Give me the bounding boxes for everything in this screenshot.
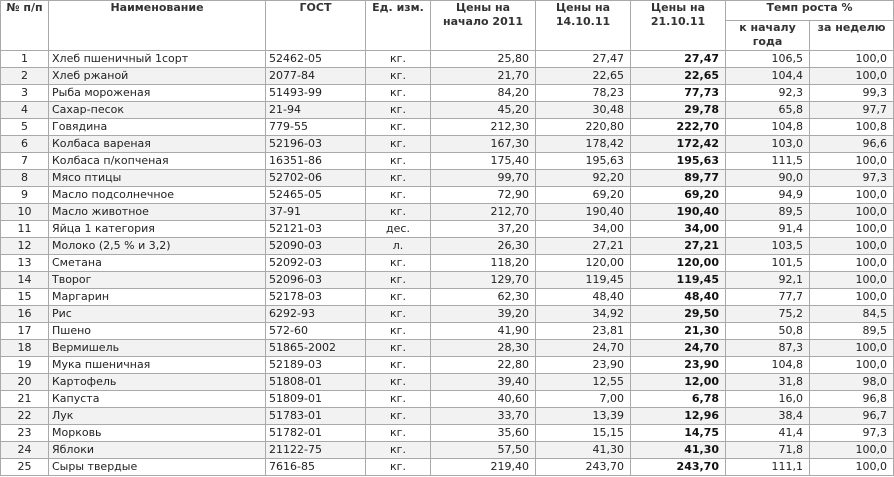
cell-unit: кг. (366, 340, 431, 357)
cell-num: 4 (1, 102, 49, 119)
cell-unit: кг. (366, 255, 431, 272)
cell-gost: 52096-03 (266, 272, 366, 289)
cell-price-2110: 195,63 (631, 153, 726, 170)
table-row (1, 51, 894, 68)
table-row (1, 459, 894, 476)
cell-num: 10 (1, 204, 49, 221)
cell-num: 24 (1, 442, 49, 459)
cell-name: Хлеб ржаной (49, 68, 266, 85)
cell-growth-week: 100,0 (810, 289, 894, 306)
cell-unit: кг. (366, 272, 431, 289)
cell-num: 25 (1, 459, 49, 476)
cell-gost: 2077-84 (266, 68, 366, 85)
cell-growth-week: 100,0 (810, 255, 894, 272)
cell-num: 19 (1, 357, 49, 374)
cell-price-2011: 118,20 (431, 255, 536, 272)
cell-growth-year: 50,8 (726, 323, 810, 340)
cell-name: Картофель (49, 374, 266, 391)
cell-unit: кг. (366, 51, 431, 68)
cell-unit: кг. (366, 459, 431, 476)
cell-growth-year: 89,5 (726, 204, 810, 221)
cell-growth-year: 104,4 (726, 68, 810, 85)
cell-growth-week: 100,0 (810, 459, 894, 476)
cell-gost: 52189-03 (266, 357, 366, 374)
cell-price-2110: 172,42 (631, 136, 726, 153)
cell-growth-year: 111,1 (726, 459, 810, 476)
cell-gost: 572-60 (266, 323, 366, 340)
cell-price-2110: 12,00 (631, 374, 726, 391)
cell-name: Морковь (49, 425, 266, 442)
table-row (1, 187, 894, 204)
cell-price-2011: 57,50 (431, 442, 536, 459)
table-row (1, 68, 894, 85)
cell-name: Капуста (49, 391, 266, 408)
cell-price-2011: 41,90 (431, 323, 536, 340)
cell-growth-year: 31,8 (726, 374, 810, 391)
cell-unit: кг. (366, 357, 431, 374)
cell-price-1410: 190,40 (536, 204, 631, 221)
header-growth-year: к началу года (726, 21, 810, 51)
header-unit: Ед. изм. (366, 1, 431, 51)
cell-price-2011: 35,60 (431, 425, 536, 442)
cell-name: Сыры твердые (49, 459, 266, 476)
cell-price-2110: 243,70 (631, 459, 726, 476)
cell-growth-year: 104,8 (726, 357, 810, 374)
cell-price-2011: 39,40 (431, 374, 536, 391)
table-row (1, 442, 894, 459)
cell-name: Яйца 1 категория (49, 221, 266, 238)
cell-unit: кг. (366, 442, 431, 459)
header-growth-week: за неделю (810, 21, 894, 51)
cell-num: 14 (1, 272, 49, 289)
cell-price-2110: 29,50 (631, 306, 726, 323)
cell-gost: 51782-01 (266, 425, 366, 442)
cell-price-2110: 27,47 (631, 51, 726, 68)
cell-price-2011: 33,70 (431, 408, 536, 425)
cell-price-2011: 22,80 (431, 357, 536, 374)
cell-growth-week: 100,0 (810, 238, 894, 255)
header-gost: ГОСТ (266, 1, 366, 51)
cell-growth-year: 101,5 (726, 255, 810, 272)
cell-price-2110: 29,78 (631, 102, 726, 119)
cell-gost: 52465-05 (266, 187, 366, 204)
cell-num: 22 (1, 408, 49, 425)
cell-price-2110: 34,00 (631, 221, 726, 238)
cell-growth-week: 100,8 (810, 119, 894, 136)
cell-price-2110: 48,40 (631, 289, 726, 306)
cell-price-1410: 24,70 (536, 340, 631, 357)
table-row (1, 289, 894, 306)
cell-growth-year: 16,0 (726, 391, 810, 408)
cell-price-2110: 77,73 (631, 85, 726, 102)
table-row (1, 323, 894, 340)
header-name: Наименование (49, 1, 266, 51)
cell-price-1410: 13,39 (536, 408, 631, 425)
cell-growth-week: 100,0 (810, 204, 894, 221)
cell-num: 15 (1, 289, 49, 306)
cell-price-2011: 175,40 (431, 153, 536, 170)
header-price-1410: Цены на 14.10.11 (536, 1, 631, 51)
cell-unit: кг. (366, 68, 431, 85)
cell-growth-year: 77,7 (726, 289, 810, 306)
cell-name: Яблоки (49, 442, 266, 459)
cell-price-1410: 41,30 (536, 442, 631, 459)
cell-price-2011: 99,70 (431, 170, 536, 187)
cell-price-2011: 212,70 (431, 204, 536, 221)
cell-num: 17 (1, 323, 49, 340)
cell-price-1410: 22,65 (536, 68, 631, 85)
cell-unit: кг. (366, 136, 431, 153)
cell-unit: кг. (366, 119, 431, 136)
cell-name: Колбаса вареная (49, 136, 266, 153)
cell-unit: кг. (366, 306, 431, 323)
cell-name: Мука пшеничная (49, 357, 266, 374)
cell-num: 7 (1, 153, 49, 170)
cell-gost: 7616-85 (266, 459, 366, 476)
table-row (1, 238, 894, 255)
cell-growth-year: 75,2 (726, 306, 810, 323)
cell-price-2110: 23,90 (631, 357, 726, 374)
table-row (1, 391, 894, 408)
cell-name: Рис (49, 306, 266, 323)
cell-num: 21 (1, 391, 49, 408)
cell-price-1410: 12,55 (536, 374, 631, 391)
cell-price-1410: 48,40 (536, 289, 631, 306)
cell-growth-week: 96,7 (810, 408, 894, 425)
cell-price-2011: 212,30 (431, 119, 536, 136)
cell-name: Вермишель (49, 340, 266, 357)
cell-unit: кг. (366, 408, 431, 425)
cell-growth-year: 103,5 (726, 238, 810, 255)
cell-name: Лук (49, 408, 266, 425)
table-row (1, 425, 894, 442)
cell-name: Сметана (49, 255, 266, 272)
cell-unit: кг. (366, 374, 431, 391)
cell-name: Масло подсолнечное (49, 187, 266, 204)
cell-unit: кг. (366, 85, 431, 102)
table-row (1, 408, 894, 425)
table-row (1, 221, 894, 238)
cell-num: 23 (1, 425, 49, 442)
cell-gost: 52702-06 (266, 170, 366, 187)
cell-price-1410: 195,63 (536, 153, 631, 170)
cell-num: 3 (1, 85, 49, 102)
cell-growth-year: 92,3 (726, 85, 810, 102)
cell-name: Хлеб пшеничный 1сорт (49, 51, 266, 68)
cell-name: Колбаса п/копченая (49, 153, 266, 170)
cell-unit: кг. (366, 187, 431, 204)
cell-price-2110: 21,30 (631, 323, 726, 340)
cell-gost: 51865-2002 (266, 340, 366, 357)
cell-num: 6 (1, 136, 49, 153)
cell-price-2011: 25,80 (431, 51, 536, 68)
table-row (1, 357, 894, 374)
header-num: № п/п (1, 1, 49, 51)
cell-price-2011: 167,30 (431, 136, 536, 153)
cell-unit: дес. (366, 221, 431, 238)
cell-gost: 52092-03 (266, 255, 366, 272)
table-row (1, 255, 894, 272)
cell-price-2110: 120,00 (631, 255, 726, 272)
cell-price-1410: 119,45 (536, 272, 631, 289)
cell-growth-year: 106,5 (726, 51, 810, 68)
cell-price-1410: 178,42 (536, 136, 631, 153)
cell-growth-week: 97,7 (810, 102, 894, 119)
cell-price-1410: 92,20 (536, 170, 631, 187)
cell-price-1410: 243,70 (536, 459, 631, 476)
cell-growth-year: 38,4 (726, 408, 810, 425)
cell-growth-week: 99,3 (810, 85, 894, 102)
cell-growth-year: 87,3 (726, 340, 810, 357)
cell-price-1410: 7,00 (536, 391, 631, 408)
cell-unit: кг. (366, 204, 431, 221)
cell-price-1410: 30,48 (536, 102, 631, 119)
cell-name: Мясо птицы (49, 170, 266, 187)
cell-name: Творог (49, 272, 266, 289)
cell-growth-week: 100,0 (810, 221, 894, 238)
cell-price-2011: 28,30 (431, 340, 536, 357)
cell-num: 13 (1, 255, 49, 272)
cell-price-2110: 27,21 (631, 238, 726, 255)
header-price-2011: Цены на начало 2011 (431, 1, 536, 51)
cell-growth-week: 100,0 (810, 68, 894, 85)
cell-growth-week: 100,0 (810, 153, 894, 170)
cell-num: 18 (1, 340, 49, 357)
cell-name: Рыба мороженая (49, 85, 266, 102)
cell-gost: 21122-75 (266, 442, 366, 459)
cell-growth-week: 96,6 (810, 136, 894, 153)
cell-gost: 52121-03 (266, 221, 366, 238)
cell-growth-year: 92,1 (726, 272, 810, 289)
cell-num: 2 (1, 68, 49, 85)
header-price-2110: Цены на 21.10.11 (631, 1, 726, 51)
cell-price-2011: 62,30 (431, 289, 536, 306)
cell-gost: 51808-01 (266, 374, 366, 391)
cell-num: 12 (1, 238, 49, 255)
cell-num: 16 (1, 306, 49, 323)
cell-gost: 37-91 (266, 204, 366, 221)
cell-growth-year: 103,0 (726, 136, 810, 153)
cell-growth-week: 89,5 (810, 323, 894, 340)
cell-price-2110: 6,78 (631, 391, 726, 408)
table-row (1, 374, 894, 391)
cell-gost: 52462-05 (266, 51, 366, 68)
table-row (1, 204, 894, 221)
cell-num: 8 (1, 170, 49, 187)
cell-growth-week: 100,0 (810, 51, 894, 68)
cell-unit: л. (366, 238, 431, 255)
cell-price-2011: 72,90 (431, 187, 536, 204)
cell-growth-week: 98,0 (810, 374, 894, 391)
cell-gost: 21-94 (266, 102, 366, 119)
cell-growth-week: 97,3 (810, 425, 894, 442)
cell-price-2110: 190,40 (631, 204, 726, 221)
cell-price-1410: 34,00 (536, 221, 631, 238)
cell-price-1410: 15,15 (536, 425, 631, 442)
header-growth: Темп роста % (726, 1, 894, 21)
table-row (1, 170, 894, 187)
cell-price-2110: 22,65 (631, 68, 726, 85)
cell-price-1410: 23,90 (536, 357, 631, 374)
cell-price-1410: 120,00 (536, 255, 631, 272)
cell-name: Молоко (2,5 % и 3,2) (49, 238, 266, 255)
cell-price-1410: 27,21 (536, 238, 631, 255)
cell-price-1410: 78,23 (536, 85, 631, 102)
cell-price-2110: 24,70 (631, 340, 726, 357)
table-body (1, 51, 894, 476)
cell-price-2011: 39,20 (431, 306, 536, 323)
table-row (1, 119, 894, 136)
table-row (1, 272, 894, 289)
cell-unit: кг. (366, 425, 431, 442)
cell-price-2110: 119,45 (631, 272, 726, 289)
cell-gost: 51783-01 (266, 408, 366, 425)
cell-growth-year: 94,9 (726, 187, 810, 204)
cell-price-2110: 69,20 (631, 187, 726, 204)
cell-price-1410: 220,80 (536, 119, 631, 136)
cell-num: 9 (1, 187, 49, 204)
cell-gost: 51809-01 (266, 391, 366, 408)
cell-price-2011: 84,20 (431, 85, 536, 102)
cell-growth-week: 97,3 (810, 170, 894, 187)
cell-name: Сахар-песок (49, 102, 266, 119)
cell-unit: кг. (366, 289, 431, 306)
cell-growth-year: 91,4 (726, 221, 810, 238)
cell-price-2110: 222,70 (631, 119, 726, 136)
cell-unit: кг. (366, 153, 431, 170)
cell-price-1410: 27,47 (536, 51, 631, 68)
cell-price-2011: 37,20 (431, 221, 536, 238)
cell-price-2110: 12,96 (631, 408, 726, 425)
cell-price-2110: 14,75 (631, 425, 726, 442)
cell-gost: 51493-99 (266, 85, 366, 102)
cell-growth-week: 100,0 (810, 272, 894, 289)
table-row (1, 136, 894, 153)
table-row (1, 153, 894, 170)
cell-growth-year: 71,8 (726, 442, 810, 459)
cell-growth-week: 100,0 (810, 187, 894, 204)
cell-growth-year: 104,8 (726, 119, 810, 136)
cell-price-2110: 89,77 (631, 170, 726, 187)
cell-price-2110: 41,30 (631, 442, 726, 459)
cell-growth-week: 100,0 (810, 357, 894, 374)
table-row (1, 306, 894, 323)
cell-price-2011: 219,40 (431, 459, 536, 476)
cell-price-2011: 129,70 (431, 272, 536, 289)
cell-gost: 779-55 (266, 119, 366, 136)
cell-price-2011: 21,70 (431, 68, 536, 85)
cell-price-2011: 40,60 (431, 391, 536, 408)
table-header (1, 1, 894, 51)
cell-gost: 52196-03 (266, 136, 366, 153)
cell-num: 11 (1, 221, 49, 238)
table-row (1, 340, 894, 357)
cell-gost: 52090-03 (266, 238, 366, 255)
cell-price-1410: 23,81 (536, 323, 631, 340)
cell-num: 20 (1, 374, 49, 391)
cell-gost: 16351-86 (266, 153, 366, 170)
cell-unit: кг. (366, 323, 431, 340)
cell-growth-year: 41,4 (726, 425, 810, 442)
cell-gost: 52178-03 (266, 289, 366, 306)
cell-num: 5 (1, 119, 49, 136)
cell-growth-year: 111,5 (726, 153, 810, 170)
cell-growth-week: 96,8 (810, 391, 894, 408)
cell-unit: кг. (366, 391, 431, 408)
cell-unit: кг. (366, 170, 431, 187)
cell-growth-year: 90,0 (726, 170, 810, 187)
cell-price-2011: 45,20 (431, 102, 536, 119)
cell-price-2011: 26,30 (431, 238, 536, 255)
cell-growth-year: 65,8 (726, 102, 810, 119)
cell-name: Пшено (49, 323, 266, 340)
cell-growth-week: 100,0 (810, 340, 894, 357)
cell-name: Маргарин (49, 289, 266, 306)
cell-name: Говядина (49, 119, 266, 136)
cell-price-1410: 69,20 (536, 187, 631, 204)
cell-growth-week: 100,0 (810, 442, 894, 459)
table-row (1, 102, 894, 119)
cell-unit: кг. (366, 102, 431, 119)
table-row (1, 85, 894, 102)
cell-name: Масло животное (49, 204, 266, 221)
cell-price-1410: 34,92 (536, 306, 631, 323)
cell-gost: 6292-93 (266, 306, 366, 323)
cell-growth-week: 84,5 (810, 306, 894, 323)
cell-num: 1 (1, 51, 49, 68)
